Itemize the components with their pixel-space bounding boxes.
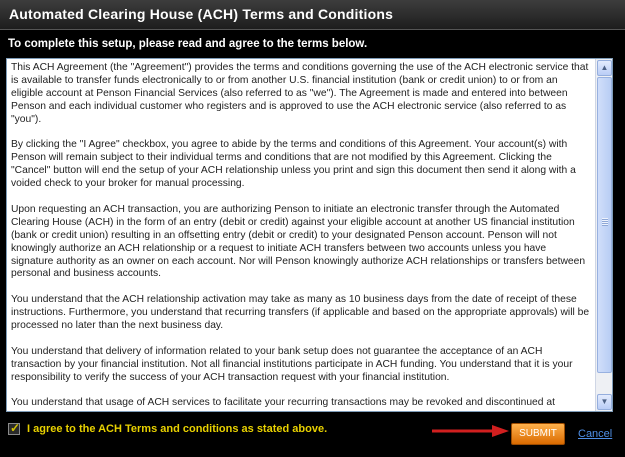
- terms-paragraph: You understand that delivery of information related to your bank setup does not guarantee the acceptance of an ACH transaction by your financial institution. Not all financial institutions participate in ACH funding. You understand that it is your responsibility to verify the success of your ACH transaction request with your financial institution.: [11, 345, 573, 383]
- terms-scrollbar[interactable]: [595, 59, 612, 411]
- agree-label[interactable]: I agree to the ACH Terms and conditions as stated above.: [27, 423, 328, 435]
- dialog-title: Automated Clearing House (ACH) Terms and Conditions: [9, 6, 394, 22]
- terms-paragraph: This ACH Agreement (the "Agreement") provides the terms and conditions governing the use of the ACH electronic service that is available to transfer funds electronically to or from another U.S. financial institution (bank or credit union) to or from an eligible account at Penson Financial Services (also referred to as "we"). The Agreement is made and entered into between Penson and each individual customer who registers and is approved to use the ACH electronic service (also referred to as "you").: [11, 62, 589, 125]
- terms-paragraph: You understand that usage of ACH services to facilitate your recurring transactions may be revoked and discontinued at: [11, 397, 555, 409]
- scrollbar-grip-icon: [602, 218, 608, 226]
- red-arrow-icon: [432, 424, 510, 438]
- terms-paragraph: You understand that the ACH relationship activation may take as many as 10 business days from the date of receipt of these instructions. Furthermore, you understand that recurring transfers (if applicable and based on the appropriate approvals) will be processed no later than the next business day.: [11, 294, 590, 332]
- submit-button[interactable]: SUBMIT: [511, 423, 565, 445]
- terms-paragraph: Upon requesting an ACH transaction, you are authorizing Penson to initiate an electronic transfer through the Automated Clearing House (ACH) in the form of an entry (debit or credit) against your eligible account at another US financial institution (bank or credit union) resulting in an offsetting entry (debit or credit) to your designated Penson account. Penson will not knowingly authorize an ACH relationship or a request to initiate ACH transfers between two accounts unless you have signature authority as an owner on each account. Nor will Penson knowingly authorize ACH relationships or transfers between personal and business accounts.: [11, 203, 586, 280]
- checkmark-icon: ✓: [10, 421, 21, 435]
- terms-textarea[interactable]: [6, 58, 613, 412]
- scroll-up-icon[interactable]: ▲: [597, 60, 612, 76]
- agree-checkbox[interactable]: [8, 423, 20, 435]
- terms-paragraph: By clicking the "I Agree" checkbox, you agree to abide by the terms and conditions of this Agreement. Your account(s) with Penson will remain subject to their individual terms and conditions that are not modified by this Agreement. Clicking the "Cancel" button will end the setup of your ACH relationship unless you print and sign this document then send it along with a voided check to your broker for manual processing.: [11, 139, 576, 190]
- cancel-link[interactable]: Cancel: [578, 428, 613, 440]
- title-bar: [0, 0, 625, 30]
- terms-text: [11, 62, 591, 412]
- scroll-down-icon[interactable]: ▼: [597, 394, 612, 410]
- scrollbar-thumb[interactable]: [597, 77, 612, 373]
- instruction-text: To complete this setup, please read and agree to the terms below.: [8, 38, 368, 50]
